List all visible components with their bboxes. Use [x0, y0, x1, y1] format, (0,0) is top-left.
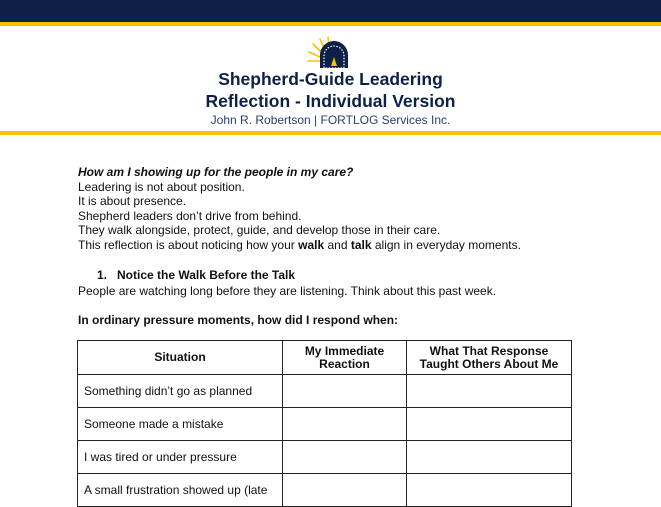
taught-input-cell[interactable] — [407, 375, 572, 408]
top-gold-rule — [0, 22, 661, 26]
reaction-input-cell[interactable] — [283, 375, 407, 408]
reaction-input-cell[interactable] — [283, 474, 407, 507]
intro-line: Shepherd leaders don’t drive from behind. — [78, 208, 302, 223]
intro-line-walk-talk — [78, 238, 638, 253]
table-row — [78, 408, 572, 441]
table-row — [78, 474, 572, 507]
emphasis-walk: walk — [298, 237, 325, 252]
table-header-row — [78, 341, 572, 375]
table-row — [78, 441, 572, 474]
intro-line: Leadering is not about position. — [78, 179, 245, 194]
situation-cell: A small frustration showed up (late — [78, 474, 283, 507]
intro-text-segment: and — [324, 237, 351, 252]
top-banner-band — [0, 0, 661, 22]
column-header-situation: Situation — [78, 341, 283, 375]
column-header-taught: What That Response Taught Others About Me — [407, 341, 572, 375]
page-title-line-1: Shepherd-Guide Leadering — [218, 69, 443, 89]
situation-cell: Something didn’t go as planned — [78, 375, 283, 408]
section-title: Notice the Walk Before the Talk — [117, 268, 296, 282]
column-header-reaction: My Immediate Reaction — [283, 341, 407, 375]
section-number: 1. — [97, 268, 108, 282]
reflection-table — [77, 340, 572, 507]
section-heading — [97, 268, 295, 282]
reaction-input-cell[interactable] — [283, 408, 407, 441]
intro-block — [78, 165, 638, 252]
intro-question: How am I showing up for the people in my care? — [78, 165, 354, 179]
taught-input-cell[interactable] — [407, 474, 572, 507]
situation-cell: Someone made a mistake — [78, 408, 283, 441]
section-description: People are watching long before they are listening. Think about this past week. — [78, 284, 497, 298]
taught-input-cell[interactable] — [407, 441, 572, 474]
reaction-input-cell[interactable] — [283, 441, 407, 474]
sunrise-shield-logo-icon — [304, 35, 360, 71]
header-gold-rule — [0, 131, 661, 135]
situation-cell: I was tired or under pressure — [78, 441, 283, 474]
intro-text-segment: align in everyday moments. — [371, 237, 521, 252]
intro-line: It is about presence. — [78, 194, 187, 208]
intro-text-segment: This reflection is about noticing how your — [78, 237, 299, 252]
page-title-line-2: Reflection - Individual Version — [205, 91, 456, 111]
intro-line: They walk alongside, protect, guide, and develop those in their care. — [78, 223, 441, 237]
table-row — [78, 375, 572, 408]
taught-input-cell[interactable] — [407, 408, 572, 441]
reflection-prompt: In ordinary pressure moments, how did I respond when: — [78, 313, 399, 327]
emphasis-talk: talk — [350, 237, 372, 252]
author-byline: John R. Robertson | FORTLOG Services Inc. — [210, 113, 451, 127]
